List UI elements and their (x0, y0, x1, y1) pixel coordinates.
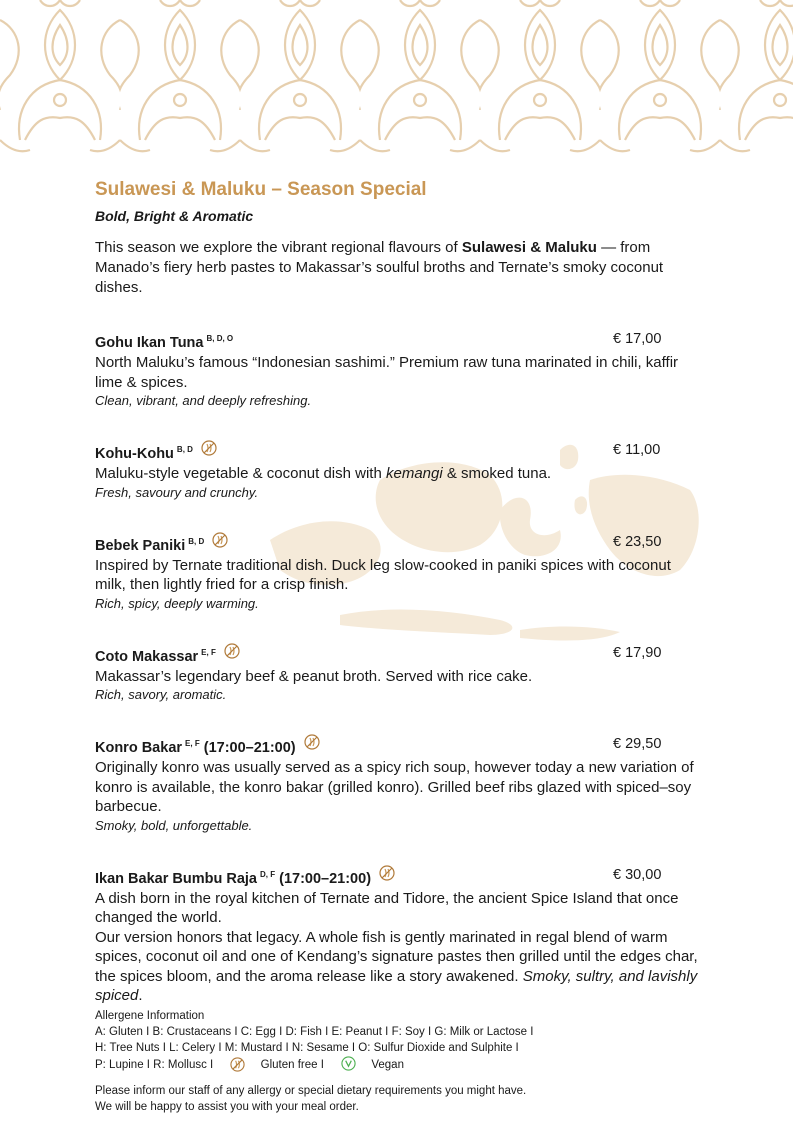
vegan-label: Vegan (371, 1058, 404, 1071)
allergen-codes: E, F (185, 739, 200, 748)
menu-item-tagline: Smoky, sultry, and lavishly spiced (95, 967, 698, 1004)
batik-pattern-banner (0, 0, 793, 155)
menu-item-name: Coto Makassar (95, 648, 199, 665)
menu-item-hours: (17:00–21:00) (279, 870, 372, 887)
menu-item (95, 440, 705, 502)
menu-item-tagline: Clean, vibrant, and deeply refreshing. (95, 393, 312, 408)
menu-item-description: A dish born in the royal kitchen of Ternate and Tidore, the ancient Spice Island that once changed the world. (95, 889, 679, 926)
allergen-codes: B, D (188, 536, 205, 546)
menu-item-name: Bebek Paniki (95, 537, 186, 554)
menu-item-name: Konro Bakar (95, 740, 183, 756)
menu-item-description-continued: Our version honors that legacy. A whole fish is gently marinated in regal blend of warm spices, coconut oil and one of Kendang’s signature pastes then grilled until the edges char, the spices bloom, and the aroma release like a story awakened. Smoky, sultry, and lavishly spiced. (95, 928, 698, 1004)
gluten-free-label: Gluten free I (260, 1058, 324, 1071)
vegan-icon (341, 1056, 356, 1071)
allergen-line: P: Lupine I R: Mollusc I (95, 1058, 214, 1071)
menu-item-header (95, 643, 705, 667)
allergen-codes: B, D (176, 445, 193, 454)
allergen-legend (95, 1056, 705, 1073)
menu-item-price: € 23,50 (613, 533, 662, 550)
menu-item-price: € 29,50 (613, 736, 662, 752)
menu-item-header (95, 440, 705, 464)
menu-item-tagline: Rich, spicy, deeply warming. (95, 595, 259, 611)
allergen-heading: Allergene Information (95, 1009, 205, 1022)
dietary-notice (95, 1083, 705, 1115)
menu-item-price: € 30,00 (613, 866, 662, 883)
menu-item-description: Inspired by Ternate traditional dish. Duck leg slow-cooked in paniki spices with coconut milk, then lightly fried for a crisp finish. (95, 556, 671, 593)
gluten-free-icon (224, 643, 240, 659)
gluten-free-icon (379, 865, 395, 881)
menu-item (95, 643, 705, 705)
allergen-codes: E, F (201, 647, 216, 657)
allergen-line: H: Tree Nuts I L: Celery I M: Mustard I N: Sesame I O: Sulfur Dioxide and Sulphite I (95, 1041, 519, 1054)
menu-item (95, 532, 705, 613)
page-title: Sulawesi & Maluku – Season Special (95, 179, 427, 200)
allergen-line: A: Gluten I B: Crustaceans I C: Egg I D: Fish I E: Peanut I F: Soy I G: Milk or Lactose I (95, 1025, 534, 1038)
gluten-free-icon (201, 440, 217, 456)
menu-item-price: € 17,90 (613, 644, 662, 661)
menu-item-name: Gohu Ikan Tuna (95, 335, 204, 351)
intro-text-pre: This season we explore the vibrant regional flavours of (95, 239, 462, 256)
description-emphasis: kemangi (385, 465, 443, 482)
notice-line: Please inform our staff of any allergy or special dietary requirements you might have. (95, 1084, 527, 1097)
intro-paragraph (95, 238, 705, 298)
menu-item-name: Ikan Bakar Bumbu Raja (95, 870, 257, 887)
menu-item-hours: (17:00–21:00) (203, 740, 296, 756)
menu-item-header (95, 532, 705, 556)
notice-line: We will be happy to assist you with your meal order. (95, 1100, 359, 1113)
gluten-free-icon (230, 1057, 245, 1072)
menu-item-header (95, 734, 705, 758)
intro-text-bold: Sulawesi & Maluku (461, 239, 597, 256)
allergen-codes: B, D, O (206, 334, 234, 343)
gluten-free-icon (212, 532, 228, 548)
intro-text-post: — from Manado’s fiery herb pastes to Makassar’s soulful broths and Ternate’s smoky coconut dishes. (95, 239, 664, 296)
menu-item-price: € 17,00 (613, 331, 662, 347)
menu-item-description: Makassar’s legendary beef & peanut broth. Served with rice cake. (95, 667, 533, 685)
menu-item-header (95, 865, 705, 889)
menu-item-name: Kohu-Kohu (95, 446, 174, 462)
menu-item (95, 734, 705, 835)
menu-item-tagline: Smoky, bold, unforgettable. (95, 817, 253, 833)
description-pre: Maluku-style vegetable & coconut dish with (95, 465, 386, 482)
menu-item (95, 865, 705, 1006)
menu-content (95, 178, 705, 1115)
gluten-free-icon (304, 734, 320, 750)
page-subtitle: Bold, Bright & Aromatic (95, 208, 254, 224)
allergen-info (95, 1008, 705, 1073)
menu-item-tagline: Fresh, savoury and crunchy. (95, 484, 259, 500)
menu-item-description: Originally konro was usually served as a spicy rich soup, however today a new variation of konro is available, the konro bakar (grilled konro). Grilled beef ribs glazed with spiced–soy barbecue. (95, 759, 694, 815)
menu-item-header (95, 329, 705, 353)
description-text: Our version honors that legacy. A whole fish is gently marinated in regal blend of warm spices, coconut oil and one of Kendang’s signature pastes then grilled until the edges char, the spices bloom, and the aroma release like a story awakened. (95, 928, 698, 985)
menu-item-description (95, 464, 705, 484)
menu-item-tagline: Rich, savory, aromatic. (95, 687, 227, 702)
allergen-codes: D, F (259, 869, 276, 879)
menu-item-description: North Maluku’s famous “Indonesian sashimi.” Premium raw tuna marinated in chili, kaffir lime & spices. (95, 354, 679, 391)
description-post: & smoked tuna. (442, 465, 552, 482)
menu-item-price: € 11,00 (613, 442, 661, 458)
menu-item (95, 329, 705, 410)
